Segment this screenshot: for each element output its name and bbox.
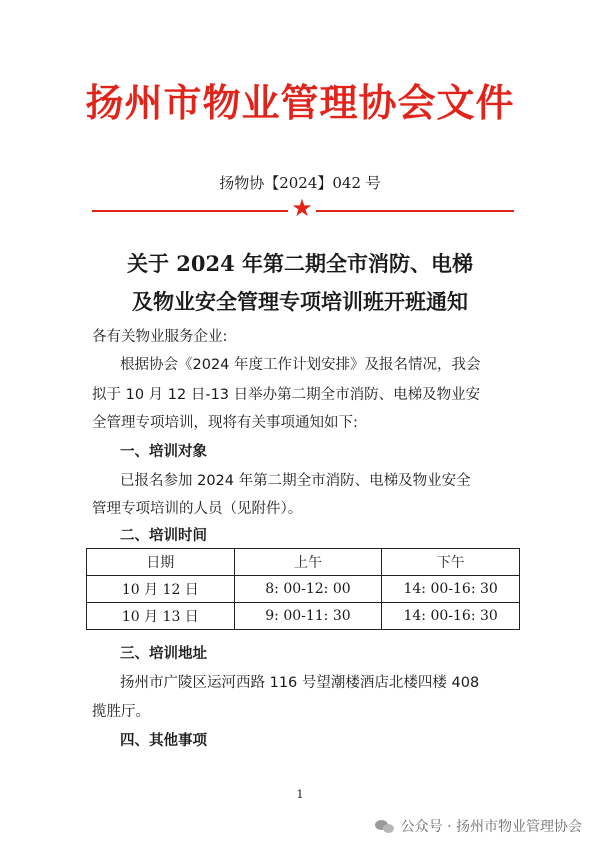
schedule-table — [86, 548, 520, 630]
section-heading-other: 四、其他事项 — [120, 733, 207, 749]
table-header-row — [87, 549, 520, 576]
notice-title-line1: 关于 2024 年第二期全市消防、电梯 — [126, 251, 474, 276]
section-heading-location: 三、培训地址 — [120, 646, 207, 662]
section-target-line-2: 管理专项培训的人员（见附件）。 — [92, 501, 303, 517]
document-number: 扬物协【2024】042 号 — [219, 174, 381, 192]
header-afternoon: 下午 — [382, 549, 520, 576]
row-morning: 8: 00-12: 00 — [234, 576, 382, 603]
intro-line-3: 全管理专项培训，现将有关事项通知如下: — [92, 415, 358, 431]
star-icon: ★ — [291, 194, 313, 222]
row-morning: 9: 00-11: 30 — [234, 603, 382, 630]
watermark-text: 公众号 · 扬州市物业管理协会 — [400, 819, 582, 835]
masthead-title: 扬州市物业管理协会文件 — [85, 81, 515, 125]
section-target-line-1: 已报名参加 2024 年第二期全市消防、电梯及物业安全 — [120, 473, 471, 489]
section-location-line-1: 扬州市广陵区运河西路 116 号望潮楼酒店北楼四楼 408 — [120, 675, 480, 691]
row-date: 10 月 13 日 — [87, 603, 235, 630]
row-afternoon: 14: 00-16: 30 — [382, 576, 520, 603]
header-date: 日期 — [87, 549, 235, 576]
divider-right — [316, 210, 514, 212]
wechat-watermark — [375, 815, 582, 837]
intro-line-1: 根据协会《2024 年度工作计划安排》及报名情况，我会 — [120, 357, 481, 373]
section-location-line-2: 揽胜厅。 — [92, 704, 150, 720]
section-heading-target: 一、培训对象 — [120, 444, 207, 460]
intro-line-2: 拟于 10 月 12 日-13 日举办第二期全市消防、电梯及物业安 — [92, 387, 481, 403]
table-row — [87, 603, 520, 630]
header-morning: 上午 — [234, 549, 382, 576]
row-afternoon: 14: 00-16: 30 — [382, 603, 520, 630]
section-heading-time: 二、培训时间 — [120, 528, 207, 544]
row-date: 10 月 12 日 — [87, 576, 235, 603]
table-row — [87, 576, 520, 603]
salutation: 各有关物业服务企业: — [92, 329, 228, 345]
divider-left — [92, 210, 288, 212]
page-number: 1 — [296, 788, 304, 801]
notice-title-line2: 及物业安全管理专项培训班开班通知 — [132, 289, 468, 314]
wechat-icon — [375, 818, 395, 834]
